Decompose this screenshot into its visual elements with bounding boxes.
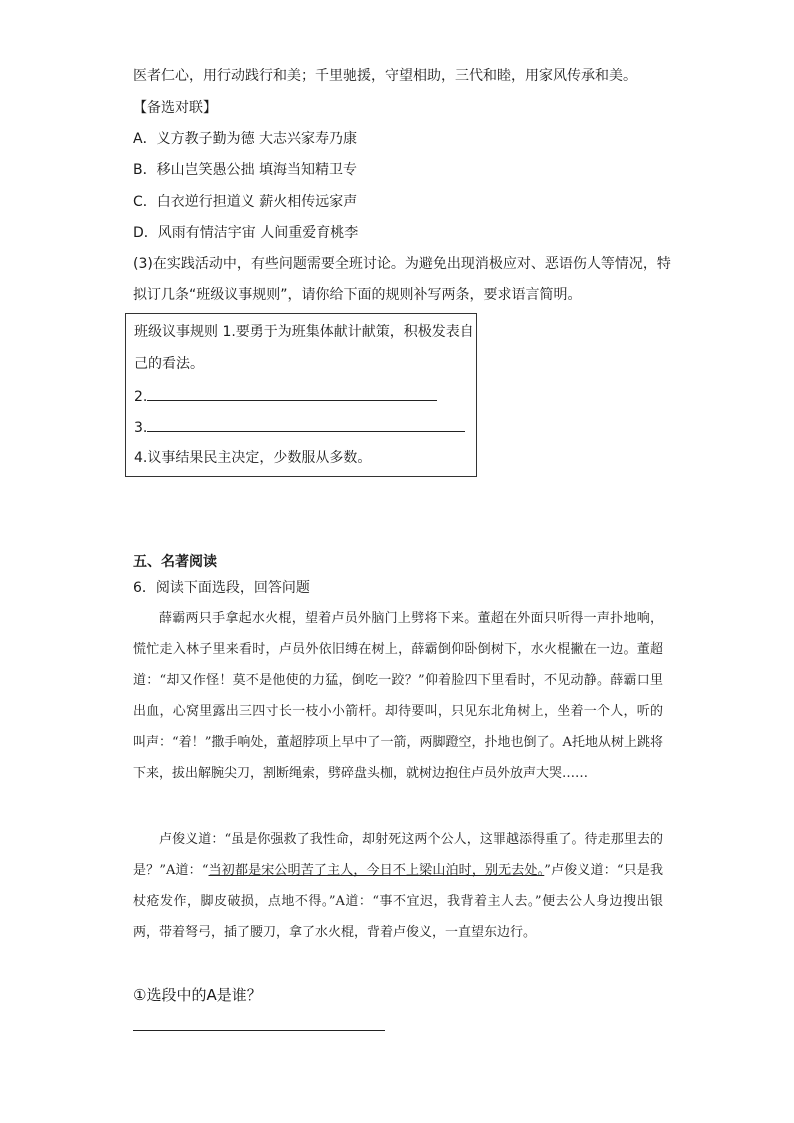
rule-3-blank[interactable] — [147, 417, 465, 432]
rule-2-number: 2. — [134, 389, 148, 405]
underlined-quote: 当初都是宋公明苦了主人，今日不上梁山泊时，别无去处。 — [208, 863, 545, 878]
answer-blank[interactable] — [133, 1030, 385, 1031]
passage-paragraph-1: 薛霸两只手拿起水火棍，望着卢员外脑门上劈将下来。董超在外面只听得一声扑地响，慌忙走入林子里来看时，卢员外依旧缚在树上，薛霸倒仰卧倒树下，水火棍撇在一边。董超道：“却又作怪！莫不是他使的力猛，倒吃一跤？”仰着脸四下里看时，不见动静。薛霸口里出血，心窝里露出三四寸长一枝小小箭杆。却待要叫，只见东北角树上，坐着一个人，听的叫声：“着！”撒手响处，董超脖项上早中了一箭，两脚蹬空，扑地也倒了。A托地从树上跳将下来，拔出解腕尖刀，割断绳索，劈碎盘头枷，就树边抱住卢员外放声大哭…… — [133, 611, 663, 781]
rule-3 — [134, 417, 465, 438]
passage-paragraph-2 — [133, 824, 663, 948]
question-3-line2: 拟订几条“班级议事规则”，请你给下面的规则补写两条，要求语言简明。 — [133, 287, 582, 303]
rules-box — [125, 313, 477, 477]
section-5-heading: 五、名著阅读 — [133, 554, 217, 570]
rule-4: 4.议事结果民主决定，少数服从多数。 — [134, 450, 372, 466]
rule-2 — [134, 386, 437, 407]
rule-1-line2: 己的看法。 — [134, 356, 204, 372]
intro-line: 医者仁心，用行动践行和美；千里驰援，守望相助，三代和睦，用家风传承和美。 — [133, 68, 637, 84]
sub-question-1: ①选段中的A是谁？ — [133, 986, 262, 1004]
rule-3-number: 3. — [134, 420, 148, 436]
passage-2-start: 卢俊义道：“虽是你强救了我性命，却射死这两个公人，这罪越添得重了。待走那里去的是？”A道：“ — [133, 832, 663, 878]
rule-1-line1: 班级议事规则 1.要勇于为班集体献计献策，积极发表自 — [134, 324, 474, 340]
option-c: C．白衣逆行担道义 薪火相传远家声 — [133, 194, 358, 210]
option-d: D．风雨有情洁宇宙 人间重爱育桃李 — [133, 225, 359, 241]
question-6: 6．阅读下面选段，回答问题 — [133, 580, 310, 596]
options-heading: 【备选对联】 — [133, 100, 217, 116]
passage-2-end: ”卢俊义道：“只是我杖疮发作，脚皮破损，点地不得。”A道：“事不宜迟，我背着主人去。”便去公人身边搜出银两，带着弩弓，插了腰刀，拿了水火棍，背着卢俊义，一直望东边行。 — [133, 863, 663, 940]
question-3-line1: (3)在实践活动中，有些问题需要全班讨论。为避免出现消极应对、恶语伤人等情况，特 — [133, 256, 671, 272]
option-b: B．移山岂笑愚公拙 填海当知精卫专 — [133, 162, 358, 178]
rule-2-blank[interactable] — [147, 386, 437, 401]
option-a: A．义方教子勤为德 大志兴家寿乃康 — [133, 131, 358, 147]
